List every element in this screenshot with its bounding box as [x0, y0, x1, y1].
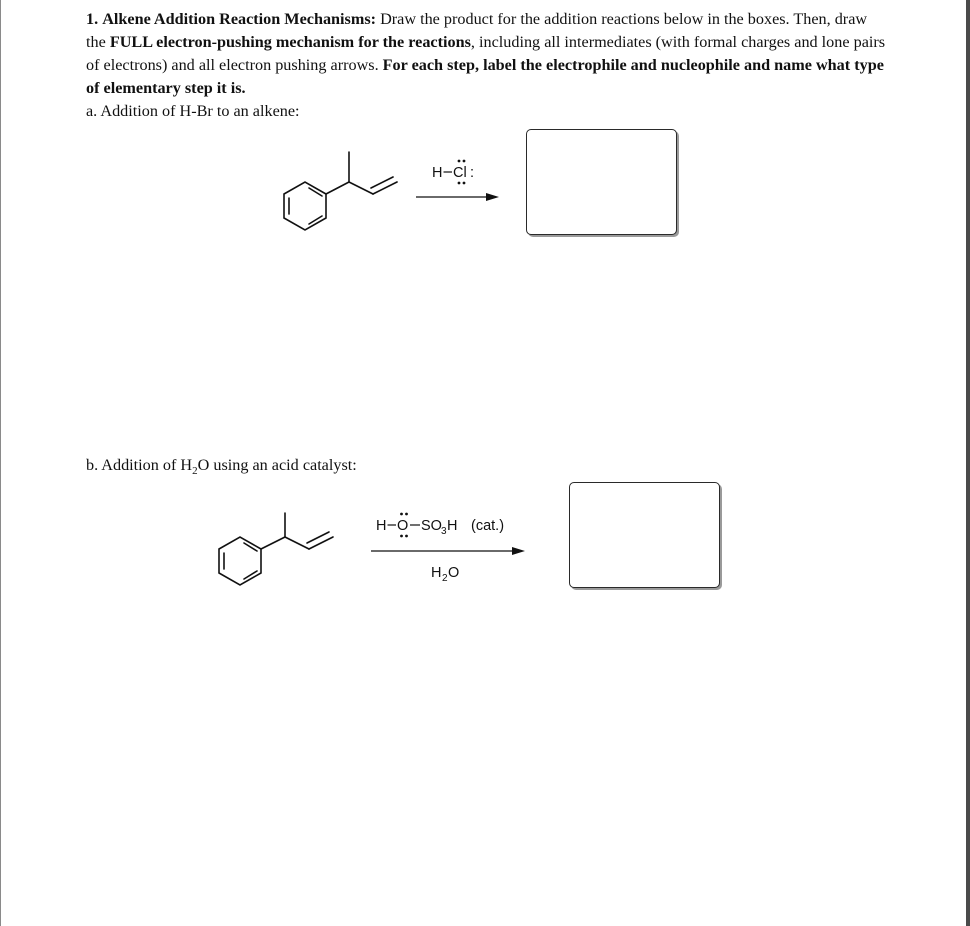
part-b-label-subscript: 2 — [192, 465, 198, 478]
reagent-b-so: SO — [421, 518, 442, 534]
question-text-1: Draw the product for the addition reactions below in the boxes. Then, draw the — [86, 10, 868, 51]
lone-pair-dot — [405, 513, 408, 516]
lone-pair-dot — [463, 182, 466, 185]
question-number: 1. — [86, 10, 99, 28]
reagent-b-so-tail: H — [447, 518, 458, 534]
reagent-a-h: H — [432, 165, 443, 181]
lone-pair-dot — [463, 160, 466, 163]
solvent-b-h: H — [431, 565, 442, 581]
product-box-b[interactable] — [569, 482, 720, 588]
part-b-label-suffix: O using an acid catalyst: — [197, 456, 357, 474]
reagent-a — [432, 160, 474, 185]
reagent-b-so-subscript: 3 — [441, 526, 447, 537]
lone-pair-dot — [458, 160, 461, 163]
alkene-structure-a — [284, 152, 397, 230]
question-bold-2: For each step, label the electrophile and nucleophile and name what type of elementary step it is. — [86, 56, 884, 97]
part-b-label-prefix: b. Addition of H — [86, 456, 193, 474]
reagent-a-colon: : — [470, 165, 475, 181]
solvent-b-o: O — [448, 565, 460, 581]
reaction-arrow-a — [416, 193, 499, 201]
lone-pair-dot — [400, 535, 403, 538]
product-box-a[interactable] — [526, 129, 677, 235]
reaction-arrow-b — [371, 547, 525, 555]
reagent-b-h: H — [376, 518, 387, 534]
reagent-a-atom: Cl — [453, 165, 467, 181]
lone-pair-dot — [400, 513, 403, 516]
alkene-structure-b — [219, 513, 333, 585]
lone-pair-dot — [405, 535, 408, 538]
part-a-label: a. Addition of H-Br to an alkene: — [86, 102, 300, 120]
reagent-b-catalyst: (cat.) — [471, 518, 505, 534]
lone-pair-dot — [458, 182, 461, 185]
solvent-b-subscript: 2 — [442, 573, 448, 584]
reagent-b — [376, 513, 504, 538]
question-text-2: , including all intermediates (with formal charges and lone pairs of electrons) and all electron pushing arrows. — [86, 33, 886, 74]
reagent-b-atom: O — [397, 518, 409, 534]
solvent-b — [431, 565, 459, 584]
question-title: Alkene Addition Reaction Mechanisms: — [102, 10, 377, 28]
question-bold-1: FULL electron-pushing mechanism for the reactions — [109, 33, 471, 51]
